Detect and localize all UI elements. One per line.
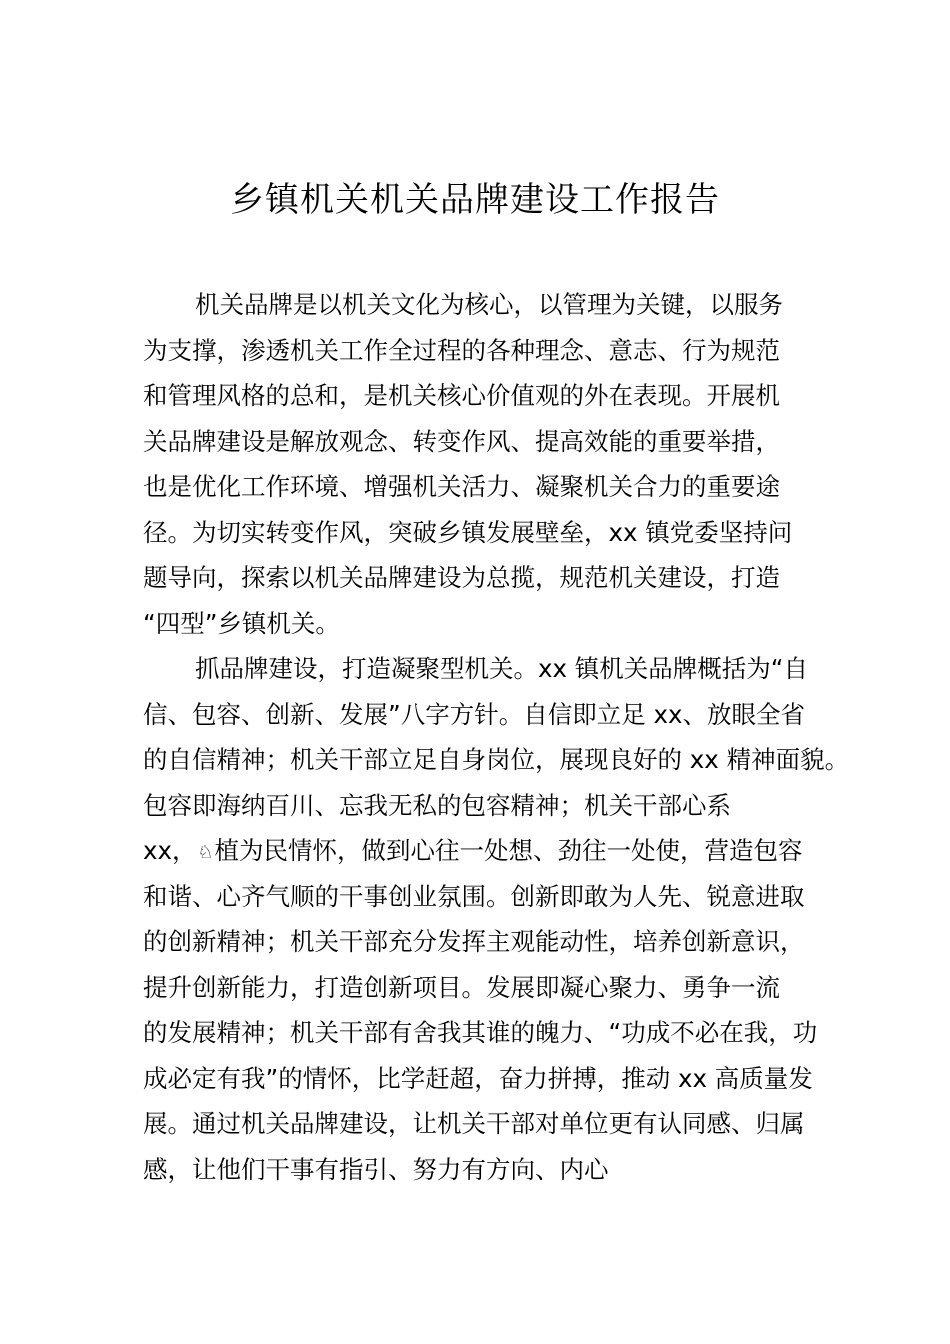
paragraph-line: 包容即海纳百川、忘我无私的包容精神；机关干部心系 <box>143 790 731 820</box>
paragraph-line: 抓品牌建设，打造凝聚型机关。xx 镇机关品牌概括为“自 <box>195 654 808 683</box>
paragraph-line: 提升创新能力，打造创新项目。发展即凝心聚力、勇争一流 <box>143 972 780 1002</box>
paragraph-line: 径。为切实转变作风，突破乡镇发展壁垒，xx 镇党委坚持问 <box>143 517 793 547</box>
paragraph-line-with-glyph <box>143 828 823 874</box>
paragraph-line: 信、包容、创新、发展”八字方针。自信即立足 xx、放眼全省 <box>143 699 805 729</box>
paragraph-2 <box>143 646 850 1192</box>
paragraph-line: 的创新精神；机关干部充分发挥主观能动性，培养创新意识， <box>143 927 805 956</box>
paragraph-line: 感，让他们干事有指引、努力有方向、内心 <box>143 1154 609 1184</box>
paragraph-line: 为支撑，渗透机关工作全过程的各种理念、意志、行为规范 <box>143 335 780 365</box>
paragraph-1 <box>143 282 823 646</box>
line-text-after: 植为民情怀，做到心往一处想、劲往一处使，营造包容 <box>214 836 803 865</box>
paragraph-line: 和谐、心齐气顺的干事创业氛围。创新即敢为人先、锐意进取 <box>143 881 805 911</box>
paragraph-line: 的自信精神；机关干部立足自身岗位，展现良好的 xx 精神面貌。 <box>143 745 850 774</box>
paragraph-line: 机关品牌是以机关文化为核心，以管理为关键，以服务 <box>195 290 783 319</box>
line-text-before: xx， <box>143 836 197 865</box>
paragraph-line: 展。通过机关品牌建设，让机关干部对单位更有认同感、归属 <box>143 1109 805 1138</box>
document-body <box>143 282 850 1192</box>
paragraph-line: 题导向，探索以机关品牌建设为总揽，规范机关建设，打造 <box>143 563 780 592</box>
paragraph-line: “四型”乡镇机关。 <box>143 608 340 638</box>
document-title: 乡镇机关机关品牌建设工作报告 <box>230 180 720 220</box>
paragraph-line: 的发展精神；机关干部有舍我其谁的魄力、“功成不必在我，功 <box>143 1018 818 1047</box>
paragraph-line: 也是优化工作环境、增强机关活力、凝聚机关合力的重要途 <box>143 472 780 501</box>
paragraph-line: 关品牌建设是解放观念、转变作风、提高效能的重要举措， <box>143 426 780 456</box>
paragraph-line: 成必定有我”的情怀，比学赶超，奋力拼搏，推动 xx 高质量发 <box>143 1063 813 1093</box>
horse-glyph-icon: ♘ <box>197 842 214 863</box>
paragraph-line: 和管理风格的总和，是机关核心价值观的外在表现。开展机 <box>143 381 780 410</box>
